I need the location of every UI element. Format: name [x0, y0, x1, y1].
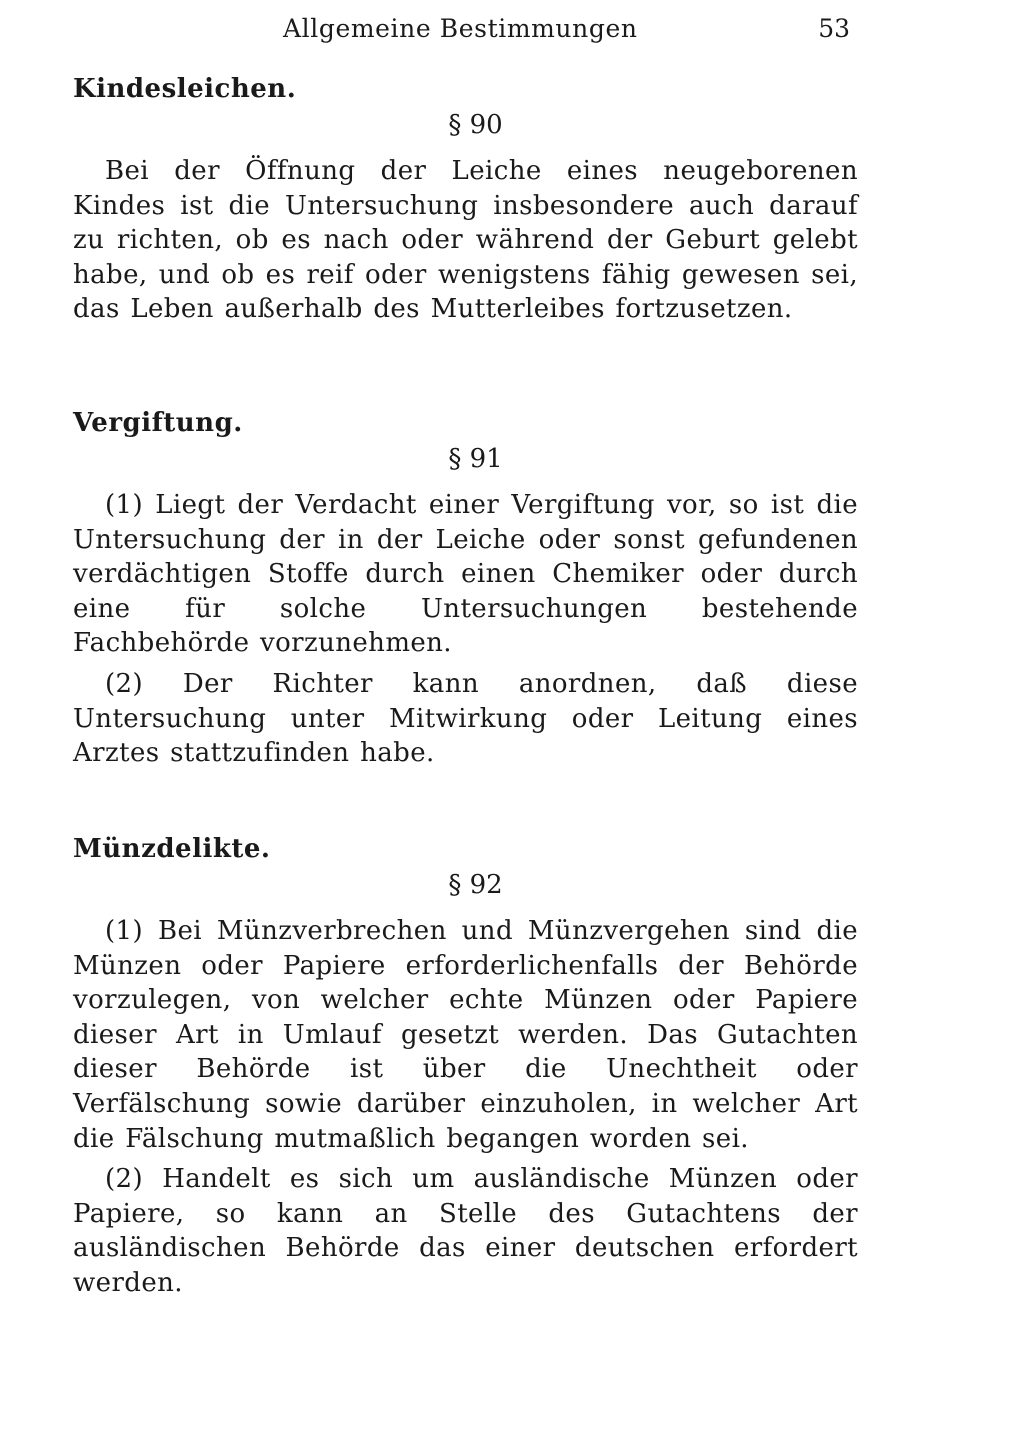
- paragraph-text: (1) Bei Münzverbrechen und Münzvergehen sind die Münzen oder Papiere erforderlichenfalls der Behörde vorzulegen, von welcher echte Münzen oder Papiere dieser Art in Umlauf gesetzt werden. Das Gutachten dieser Behörde ist über die Unechtheit oder Verfälschung sowie darüber einzuholen, in welcher Art die Fälschung mutmaßlich begangen worden sei.: [73, 916, 858, 1154]
- running-header: [73, 14, 858, 48]
- page-number: 53: [818, 14, 850, 43]
- paragraph-text: (2) Handelt es sich um ausländische Münzen oder Papiere, so kann an Stelle des Gutachtens der ausländischen Behörde das einer deutschen erfordert werden.: [73, 1164, 858, 1298]
- paragraph-sign: § 92: [448, 870, 503, 900]
- paragraph-text: (1) Liegt der Verdacht einer Vergiftung vor, so ist die Untersuchung der in der Leiche oder sonst gefundenen verdächtigen Stoffe durch einen Chemiker oder durch eine für solche Untersuchungen bestehende Fachbehörde vorzunehmen.: [73, 490, 858, 659]
- section-vergiftung: [73, 406, 858, 777]
- running-title: Allgemeine Bestimmungen: [283, 14, 638, 43]
- section-muenzdelikte: [73, 832, 858, 1307]
- section-heading: Münzdelikte.: [73, 834, 271, 864]
- section-heading: Kindesleichen.: [73, 74, 297, 104]
- paragraph-text: (2) Der Richter kann anordnen, daß diese Untersuchung unter Mitwirkung oder Leitung eines Arztes stattzufinden habe.: [73, 668, 858, 769]
- paragraph-sign: § 90: [448, 110, 503, 140]
- paragraph-sign: § 91: [448, 444, 503, 474]
- paragraph-text: Bei der Öffnung der Leiche eines neugeborenen Kindes ist die Untersuchung insbesondere auch darauf zu richten, ob es nach oder während der Geburt gelebt habe, und ob es reif oder wenigstens fähig gewesen sei, das Leben außerhalb des Mutterleibes fortzusetzen.: [73, 156, 858, 325]
- section-kindesleichen: [73, 72, 858, 333]
- section-heading: Vergiftung.: [73, 408, 243, 438]
